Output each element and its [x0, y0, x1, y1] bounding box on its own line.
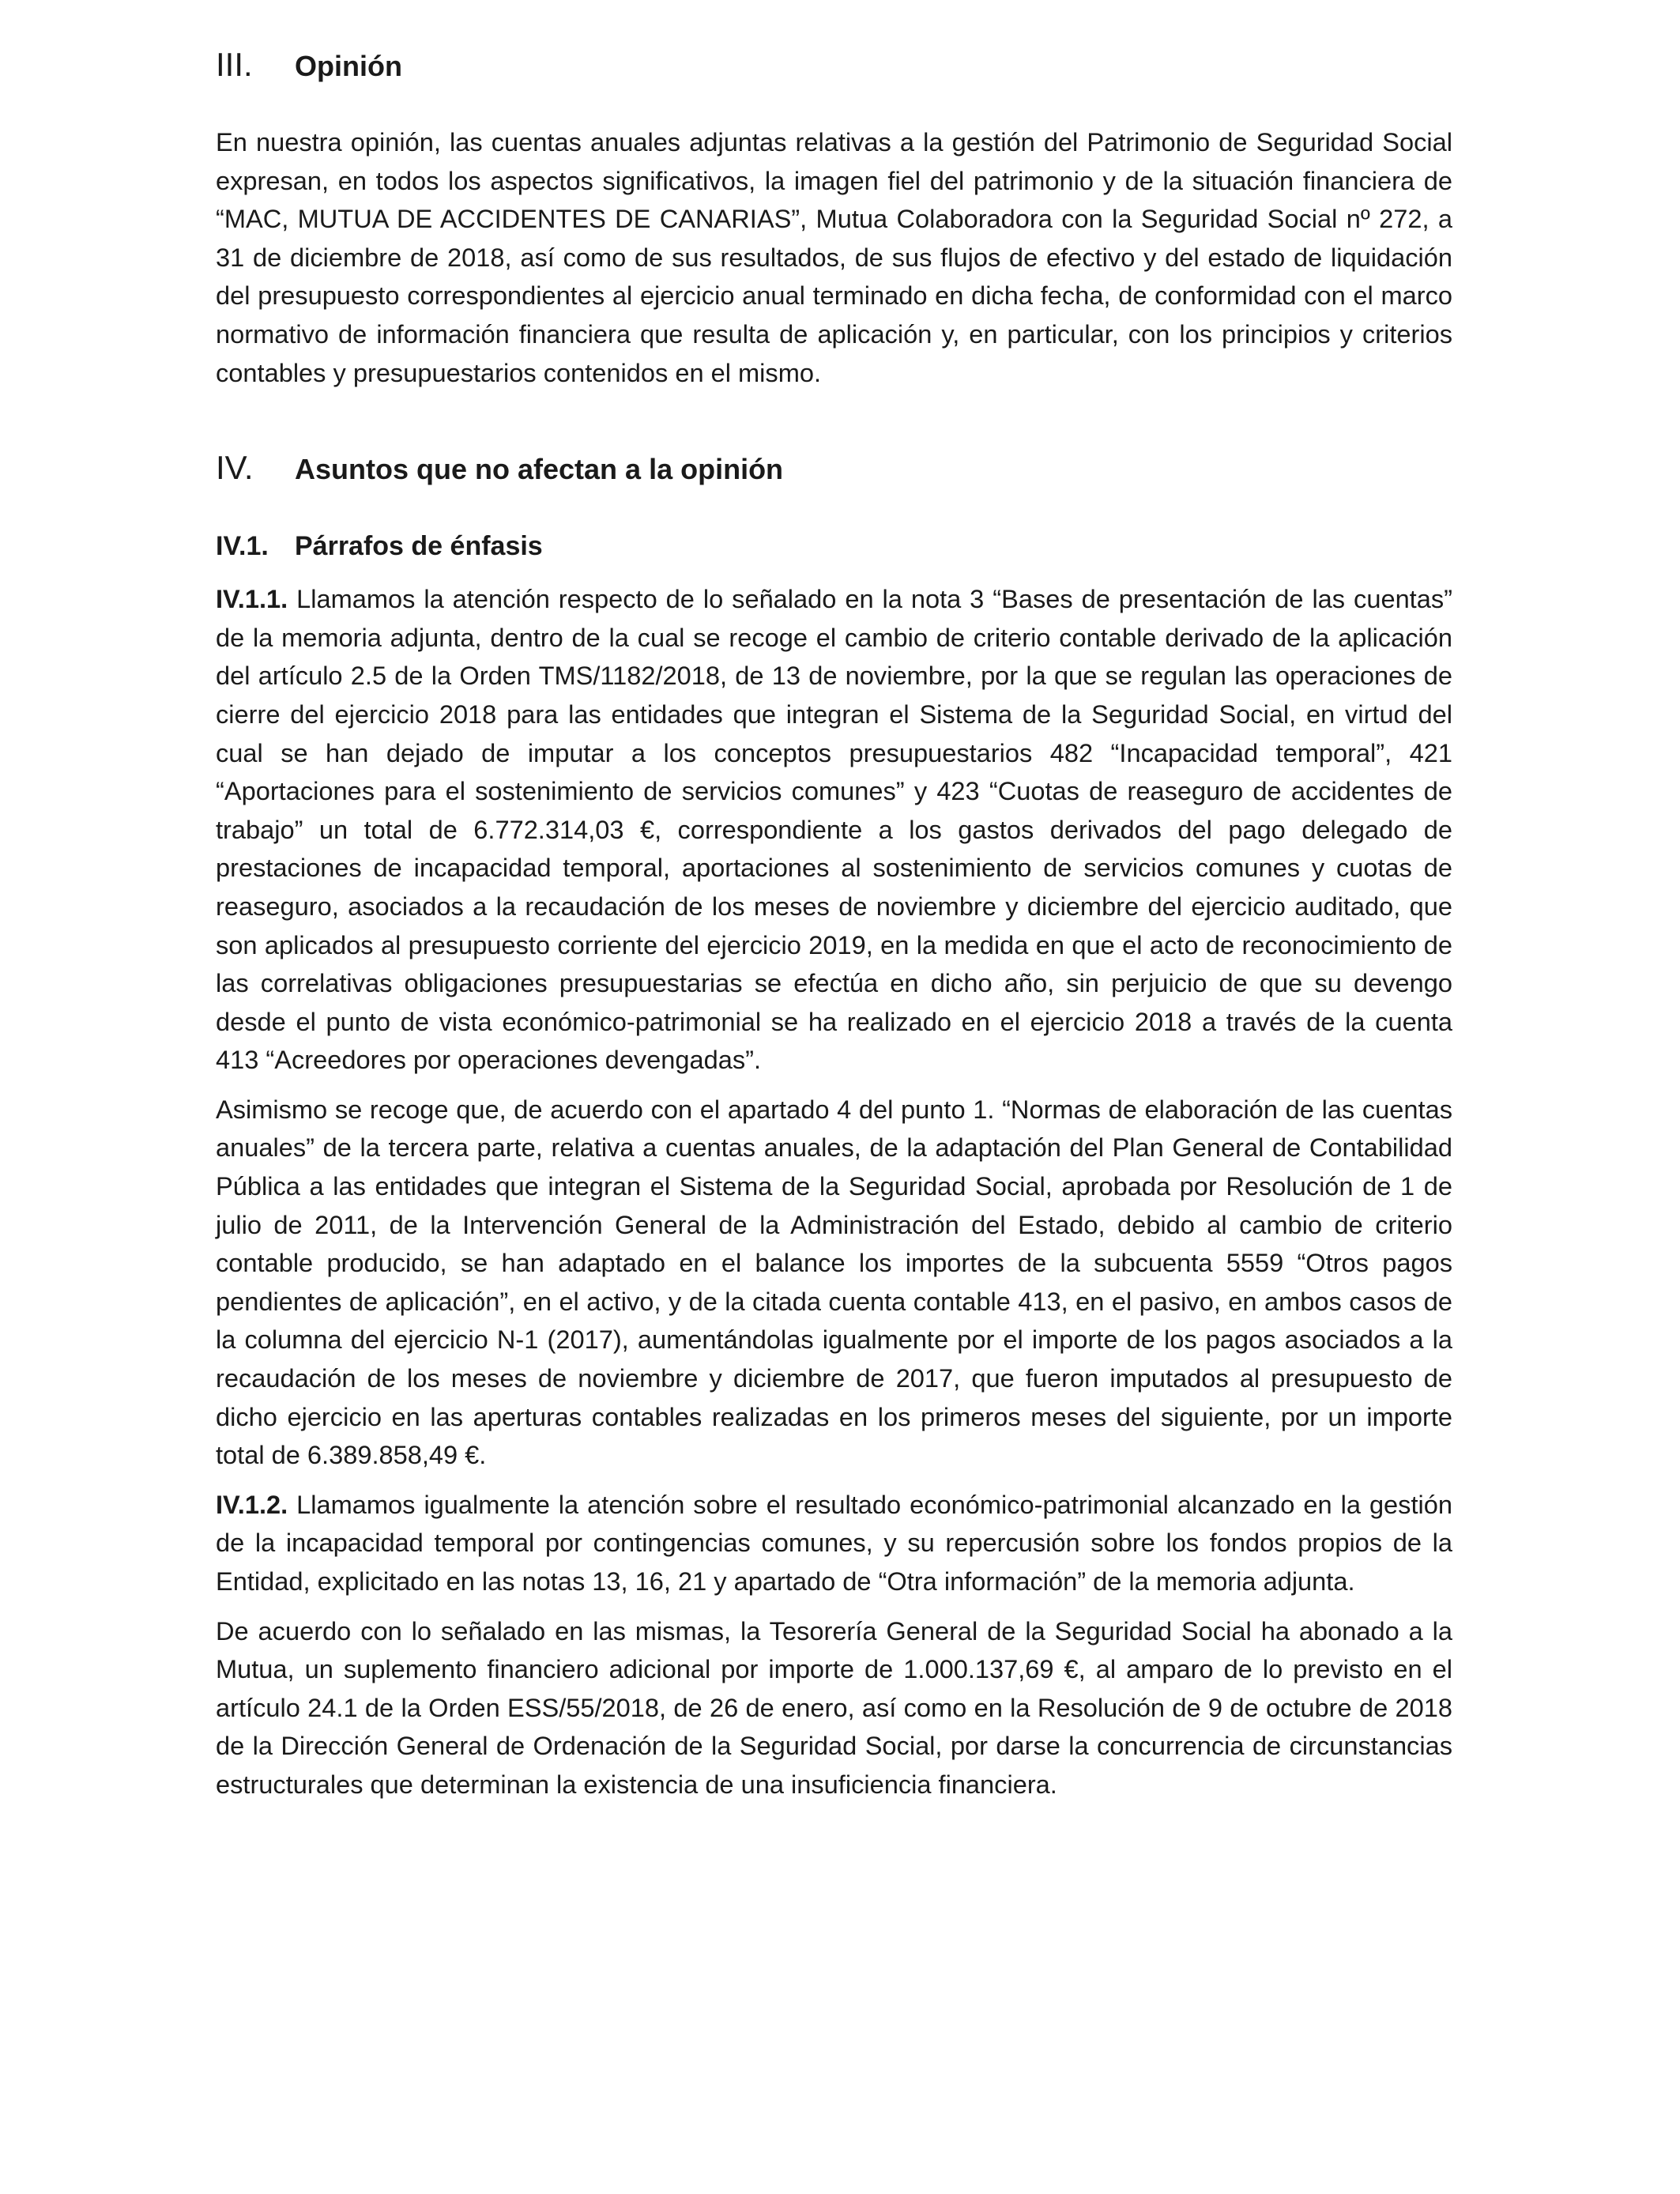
section-title: Asuntos que no afectan a la opinión: [295, 453, 784, 486]
paragraph-text: Llamamos igualmente la atención sobre el resultado económico-patrimonial alcanzado en la gestión de la incapacidad temporal por contingencias comunes, y su repercusión sobre los fondos propios de la Entidad, explicitado en las notas 13, 16, 21 y apartado de “Otra información” de la memoria adjunta.: [216, 1489, 1452, 1596]
paragraph-lead: IV.1.1.: [216, 584, 288, 614]
paragraph-text: Llamamos la atención respecto de lo señalado en la nota 3 “Bases de presentación de las cuentas” de la memoria adjunta, dentro de la cual se recoge el cambio de criterio contable derivado de la aplicación del artículo 2.5 de la Orden TMS/1182/2018, de 13 de noviembre, por la que se regulan las operaciones de cierre del ejercicio 2018 para las entidades que integran el Sistema de la Seguridad Social, en virtud del cual se han dejado de imputar a los conceptos presupuestarios 482 “Incapacidad temporal”, 421 “Aportaciones para el sostenimiento de servicios comunes” y 423 “Cuotas de reaseguro de accidentes de trabajo” un total de 6.772.314,03 €, correspondiente a los gastos derivados del pago delegado de prestaciones de incapacidad temporal, aportaciones al sostenimiento de servicios comunes y cuotas de reaseguro, asociados a la recaudación de los meses de noviembre y diciembre del ejercicio auditado, que son aplicados al presupuesto corriente del ejercicio 2019, en la medida en que el acto de reconocimiento de las correlativas obligaciones presupuestarias se efectúa en dicho año, sin perjuicio de que su devengo desde el punto de vista económico-patrimonial se ha realizado en el ejercicio 2018 a través de la cuenta 413 “Acreedores por operaciones devengadas”.: [216, 584, 1452, 1075]
section-number: IV.: [216, 449, 254, 487]
emphasis-paragraph-4: De acuerdo con lo señalado en las mismas, la Tesorería General de la Seguridad Social ha abonado a la Mutua, un suplemento financiero adicional por importe de 1.000.137,69 €, al amparo de lo previsto en el artículo 24.1 de la Orden ESS/55/2018, de 26 de enero, así como en la Resolución de 9 de octubre de 2018 de la Dirección General de Ordenación de la Seguridad Social, por darse la concurrencia de circunstancias estructurales que determinan la existencia de una insuficiencia financiera.: [216, 1615, 1452, 1799]
section-title: Opinión: [295, 50, 402, 82]
subsection-number: IV.1.: [216, 531, 269, 562]
subsection-title: Párrafos de énfasis: [295, 531, 543, 562]
subsection-heading-enfasis: [216, 528, 1452, 564]
paragraph-lead: IV.1.2.: [216, 1489, 288, 1519]
emphasis-paragraph-1: [216, 580, 1452, 1080]
emphasis-paragraph-2: Asimismo se recoge que, de acuerdo con el apartado 4 del punto 1. “Normas de elaboración de las cuentas anuales” de la tercera parte, relativa a cuentas anuales, de la adaptación del Plan General de Contabilidad Pública a las entidades que integran el Sistema de la Seguridad Social, aprobada por Resolución de 1 de julio de 2011, de la Intervención General de la Administración del Estado, debido al cambio de criterio contable producido, se han adaptado en el balance los importes de la subcuenta 5559 “Otros pagos pendientes de aplicación”, en el activo, y de la citada cuenta contable 413, en el pasivo, en ambos casos de la columna del ejercicio N-1 (2017), aumentándolas igualmente por el importe de los pagos asociados a la recaudación de los meses de noviembre y diciembre de 2017, que fueron imputados al presupuesto de dicho ejercicio en las aperturas contables realizadas en los primeros meses del siguiente, por un importe total de 6.389.858,49 €.: [216, 1094, 1452, 1470]
opinion-paragraph: En nuestra opinión, las cuentas anuales adjuntas relativas a la gestión del Patrimonio de Seguridad Social expresan, en todos los aspectos significativos, la imagen fiel del patrimonio y de la situación financiera de “MAC, MUTUA DE ACCIDENTES DE CANARIAS”, Mutua Colaboradora con la Seguridad Social nº 272, a 31 de diciembre de 2018, así como de sus resultados, de sus flujos de efectivo y del estado de liquidación del presupuesto correspondientes al ejercicio anual terminado en dicha fecha, de conformidad con el marco normativo de información financiera que resulta de aplicación y, en particular, con los principios y criterios contables y presupuestarios contenidos en el mismo.: [216, 127, 1452, 387]
emphasis-paragraph-3: [216, 1486, 1452, 1601]
section-number: III.: [216, 46, 253, 83]
section-heading-asuntos: [216, 449, 1452, 488]
document-page: [216, 46, 1452, 1804]
section-heading-opinion: [216, 46, 1452, 85]
